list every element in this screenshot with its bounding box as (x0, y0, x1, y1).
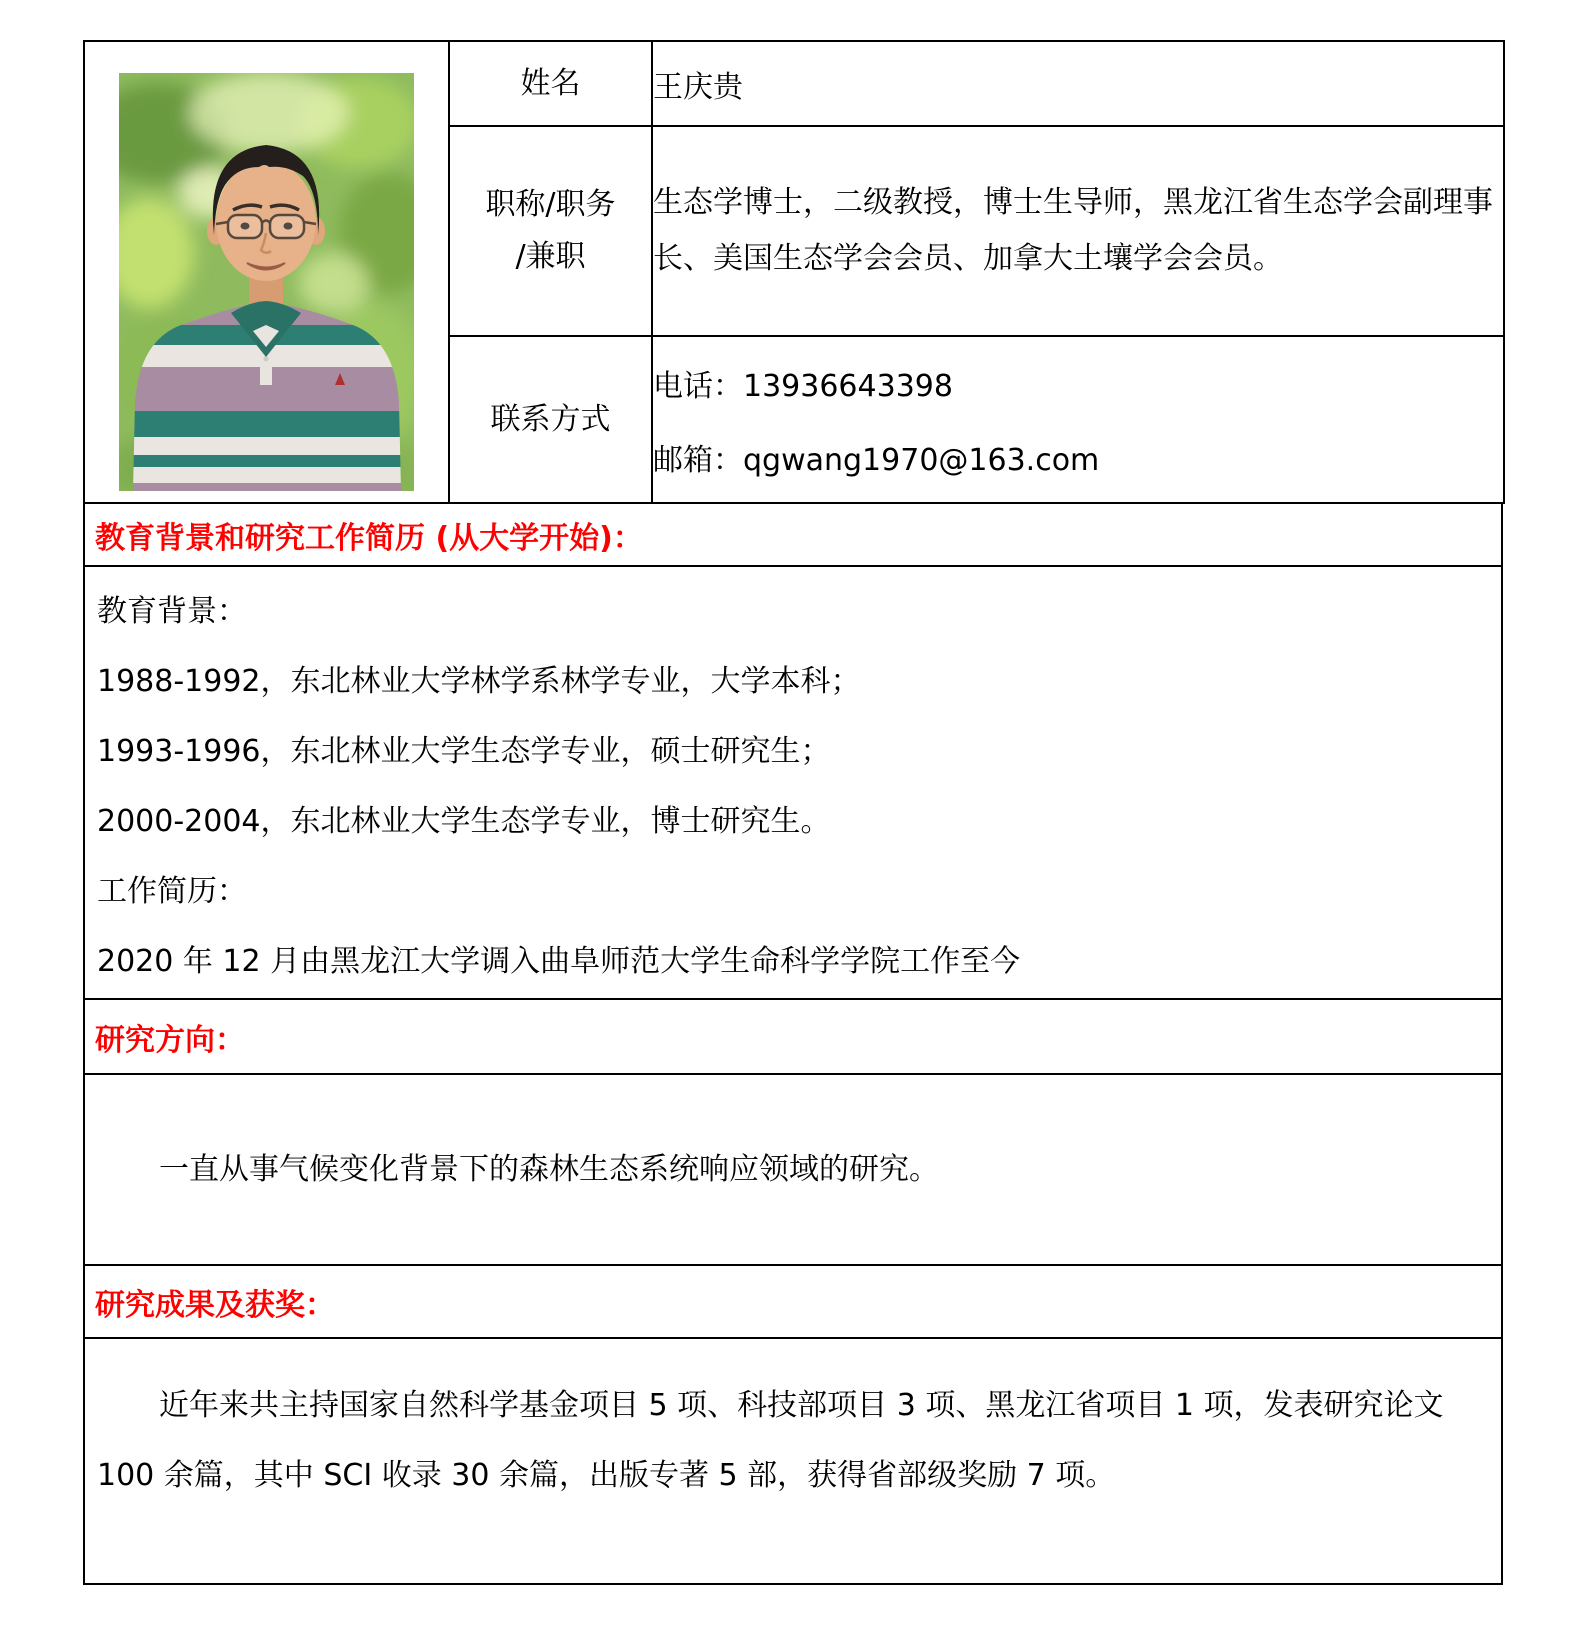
education-line-2000: 2000-2004，东北林业大学生态学专业，博士研究生。 (97, 804, 831, 839)
row-name (84, 41, 1504, 126)
photo-cell (84, 41, 449, 503)
work-history-line-2020: 2020 年 12 月由黑龙江大学调入曲阜师范大学生命科学学院工作至今 (97, 944, 1021, 979)
title-label-line2: /兼职 (515, 239, 586, 274)
section-body-education (83, 567, 1503, 1000)
faculty-profile-page (83, 40, 1503, 1585)
contact-label-cell (449, 336, 652, 503)
title-value: 生态学博士，二级教授，博士生导师，黑龙江省生态学会副理事长、美国生态学会会员、加拿大土壤学会会员。 (653, 185, 1493, 276)
name-label: 姓名 (520, 65, 581, 101)
work-history-subheading: 工作简历： (97, 874, 247, 909)
title-label-cell (449, 126, 652, 336)
section-heading-research-direction-text: 研究方向： (95, 1022, 245, 1058)
education-subheading: 教育背景： (97, 594, 247, 629)
section-heading-education (83, 504, 1503, 567)
education-line-1993: 1993-1996，东北林业大学生态学专业，硕士研究生； (97, 734, 831, 769)
name-value: 王庆贵 (653, 69, 743, 105)
name-label-cell (449, 41, 652, 126)
research-direction-text: 一直从事气候变化背景下的森林生态系统响应领域的研究。 (159, 1151, 939, 1187)
contact-label: 联系方式 (490, 401, 611, 437)
section-body-achievements (83, 1339, 1503, 1585)
education-line-1988: 1988-1992，东北林业大学林学系林学专业，大学本科； (97, 664, 861, 699)
section-heading-education-text: 教育背景和研究工作简历 (从大学开始)： (95, 520, 643, 556)
section-body-research-direction (83, 1075, 1503, 1266)
section-heading-achievements (83, 1266, 1503, 1339)
profile-photo (119, 73, 414, 491)
achievements-text: 近年来共主持国家自然科学基金项目 5 项、科技部项目 3 项、黑龙江省项目 1 项，发表研究论文 100 余篇，其中 SCI 收录 30 余篇，出版专著 5 部，获得省部级奖励 7 项。 (97, 1388, 1444, 1493)
title-label-line1: 职称/职务 (485, 187, 616, 222)
contact-value-cell (652, 336, 1504, 503)
section-heading-achievements-text: 研究成果及获奖： (95, 1287, 335, 1323)
name-value-cell (652, 41, 1504, 126)
profile-table (83, 40, 1505, 504)
section-heading-research-direction (83, 1000, 1503, 1075)
contact-phone: 电话：13936643398 (653, 368, 953, 404)
contact-email: 邮箱：qgwang1970@163.com (653, 442, 1100, 478)
title-value-cell (652, 126, 1504, 336)
